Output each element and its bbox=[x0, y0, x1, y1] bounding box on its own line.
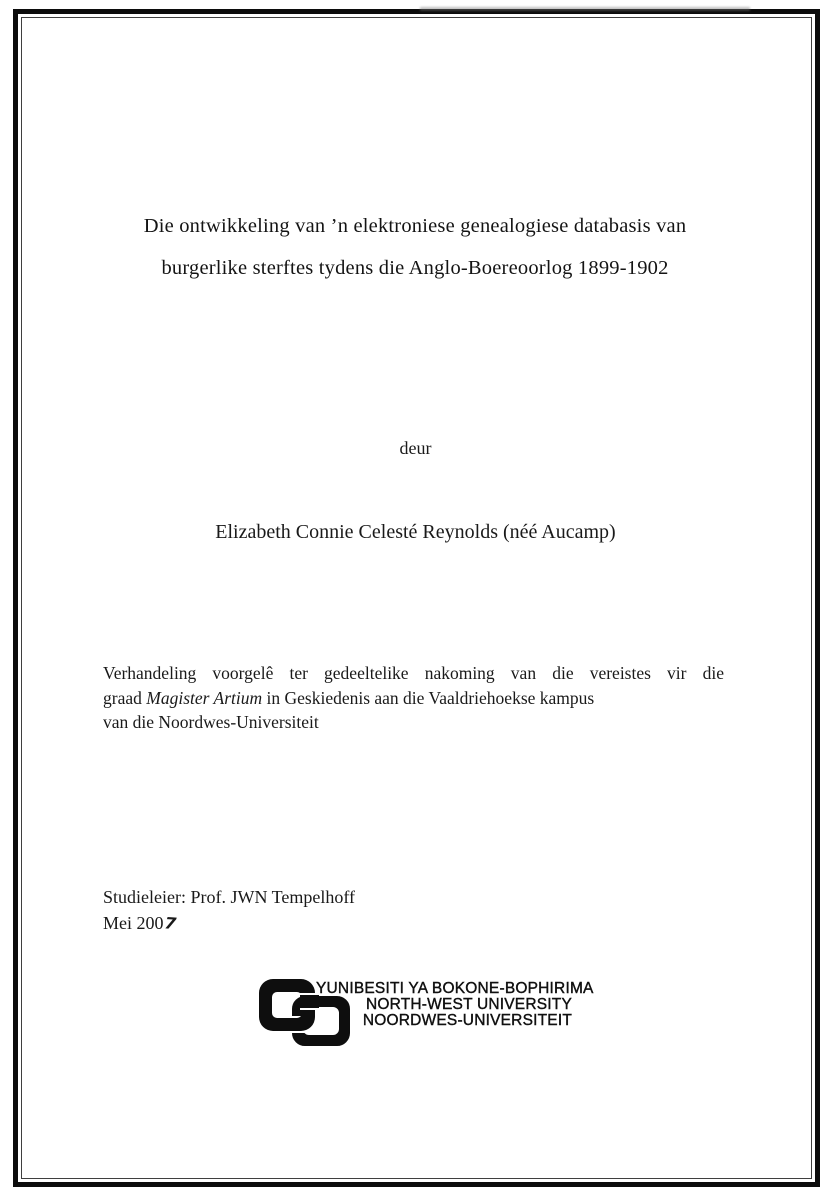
submission-line-3: van die Noordwes-Universiteit bbox=[103, 712, 319, 733]
supervisor-line: Studieleier: Prof. JWN Tempelhoff bbox=[103, 887, 356, 907]
submission-statement bbox=[103, 661, 724, 735]
degree-suffix: in Geskiedenis aan die Vaaldriehoekse kampus bbox=[262, 687, 595, 708]
degree-name-italic: Magister Artium bbox=[146, 687, 263, 708]
title-line-1: Die ontwikkeling van ’n elektroniese genealogiese databasis van bbox=[143, 215, 687, 237]
handwritten-seven: 7 bbox=[160, 913, 179, 934]
date-prefix: Mei 200 bbox=[103, 912, 164, 933]
submission-line-2 bbox=[103, 686, 724, 711]
supervisor-block bbox=[103, 885, 355, 937]
thesis-title bbox=[90, 205, 740, 289]
title-line-2: burgerlike sterftes tydens die Anglo-Boereoorlog 1899-1902 bbox=[161, 257, 669, 279]
scan-artifact bbox=[420, 7, 750, 11]
nwu-logo-wordmark bbox=[316, 980, 594, 1029]
logo-name-english: NORTH-WEST UNIVERSITY bbox=[365, 995, 572, 1013]
byline-deur: deur bbox=[399, 438, 432, 458]
author-name: Elizabeth Connie Celesté Reynolds (néé Aucamp) bbox=[215, 521, 616, 543]
degree-prefix: graad bbox=[103, 687, 147, 708]
logo-name-afrikaans: NOORDWES-UNIVERSITEIT bbox=[362, 1011, 572, 1029]
logo-name-setswana: YUNIBESITI YA BOKONE-BOPHIRIMA bbox=[316, 980, 594, 997]
date-line bbox=[103, 911, 355, 938]
submission-line-1: Verhandeling voorgelê ter gedeeltelike nakoming van die vereistes vir die bbox=[103, 663, 724, 683]
